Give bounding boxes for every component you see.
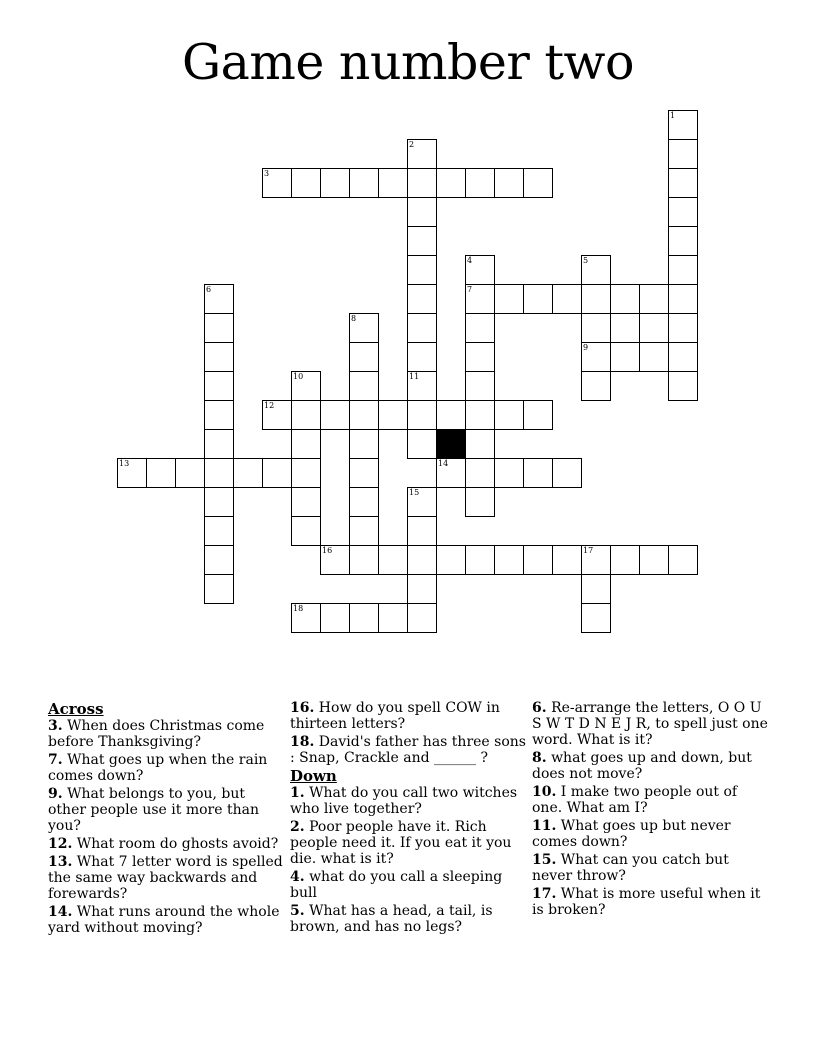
grid-cell[interactable] — [349, 371, 379, 401]
grid-cell[interactable] — [407, 313, 437, 343]
grid-cell[interactable] — [465, 545, 495, 575]
grid-cell[interactable] — [378, 603, 408, 633]
down-clue — [532, 852, 768, 884]
cell-number: 5 — [583, 256, 589, 265]
clue-text: Re-arrange the letters, O O U S W T D N E J R, to spell just one word. What is it? — [532, 700, 768, 748]
grid-cell[interactable] — [465, 371, 495, 401]
down-clue — [290, 903, 526, 935]
down-clue — [532, 818, 768, 850]
grid-cell[interactable] — [668, 284, 698, 314]
cell-number: 8 — [351, 314, 357, 323]
clue-text: what goes up and down, but does not move? — [532, 750, 752, 782]
grid-cell[interactable] — [407, 429, 437, 459]
cell-number: 13 — [119, 459, 130, 468]
cell-number: 16 — [322, 546, 333, 555]
grid-cell[interactable] — [639, 342, 669, 372]
grid-cell[interactable] — [407, 400, 437, 430]
grid-cell[interactable] — [349, 429, 379, 459]
grid-cell[interactable] — [552, 284, 582, 314]
grid-cell[interactable] — [291, 487, 321, 517]
grid-cell[interactable] — [262, 168, 292, 198]
cell-number: 1 — [670, 111, 676, 120]
cell-number: 15 — [409, 488, 420, 497]
grid-cell[interactable] — [407, 139, 437, 169]
clue-text: What room do ghosts avoid? — [72, 836, 279, 852]
cell-number: 18 — [293, 604, 304, 613]
clue-number: 18. — [290, 734, 315, 750]
cell-number: 17 — [583, 546, 594, 555]
across-clue — [48, 836, 284, 852]
grid-cell[interactable] — [291, 400, 321, 430]
cell-number: 10 — [293, 372, 304, 381]
grid-cell[interactable] — [668, 255, 698, 285]
grid-cell[interactable] — [349, 458, 379, 488]
grid-cell[interactable] — [291, 168, 321, 198]
grid-cell[interactable] — [668, 110, 698, 140]
clue-text: What belongs to you, but other people use it more than you? — [48, 786, 259, 834]
grid-cell[interactable] — [639, 545, 669, 575]
cell-number: 6 — [206, 285, 212, 294]
clue-number: 1. — [290, 785, 305, 801]
grid-cell[interactable] — [349, 487, 379, 517]
clue-text: When does Christmas come before Thanksgiving? — [48, 718, 265, 750]
grid-cell[interactable] — [436, 545, 466, 575]
grid-cell[interactable] — [291, 603, 321, 633]
grid-cell[interactable] — [668, 168, 698, 198]
grid-cell[interactable] — [204, 313, 234, 343]
grid-cell[interactable] — [523, 400, 553, 430]
grid-cell[interactable] — [668, 313, 698, 343]
down-clue — [532, 750, 768, 782]
clue-number: 15. — [532, 852, 557, 868]
clue-number: 9. — [48, 786, 63, 802]
clue-number: 12. — [48, 836, 73, 852]
grid-cell[interactable] — [204, 429, 234, 459]
clue-text: I make two people out of one. What am I? — [532, 784, 738, 816]
grid-cell[interactable] — [668, 139, 698, 169]
grid-cell[interactable] — [349, 603, 379, 633]
grid-cell[interactable] — [494, 284, 524, 314]
grid-cell[interactable] — [668, 226, 698, 256]
grid-cell[interactable] — [204, 545, 234, 575]
clue-number: 17. — [532, 886, 557, 902]
grid-cell[interactable] — [204, 574, 234, 604]
grid-cell[interactable] — [581, 371, 611, 401]
grid-cell[interactable] — [146, 458, 176, 488]
grid-cell[interactable] — [407, 516, 437, 546]
grid-cell[interactable] — [465, 255, 495, 285]
across-clue — [48, 786, 284, 834]
clue-number: 6. — [532, 700, 547, 716]
across-clue — [290, 700, 526, 732]
grid-cell[interactable] — [407, 603, 437, 633]
grid-cell[interactable] — [581, 603, 611, 633]
grid-cell[interactable] — [407, 284, 437, 314]
grid-cell[interactable] — [407, 197, 437, 227]
grid-cell[interactable] — [668, 197, 698, 227]
grid-cell[interactable] — [320, 545, 350, 575]
grid-cell[interactable] — [291, 458, 321, 488]
clue-number: 4. — [290, 869, 305, 885]
grid-cell[interactable] — [552, 545, 582, 575]
cell-number: 2 — [409, 140, 415, 149]
clue-number: 13. — [48, 854, 73, 870]
clue-text: What runs around the whole yard without moving? — [48, 904, 280, 936]
clues-column-2 — [290, 700, 526, 937]
grid-cell[interactable] — [639, 284, 669, 314]
grid-cell[interactable] — [668, 342, 698, 372]
clue-number: 16. — [290, 700, 315, 716]
grid-cell[interactable] — [349, 168, 379, 198]
grid-cell[interactable] — [465, 429, 495, 459]
clue-text: what do you call a sleeping bull — [290, 869, 503, 901]
clue-number: 10. — [532, 784, 557, 800]
down-clue — [532, 700, 768, 748]
cell-number: 9 — [583, 343, 589, 352]
clue-text: Poor people have it. Rich people need it. If you eat it you die. what is it? — [290, 819, 512, 867]
grid-cell[interactable] — [523, 458, 553, 488]
grid-cell[interactable] — [523, 284, 553, 314]
grid-cell[interactable] — [291, 516, 321, 546]
clue-number: 14. — [48, 904, 73, 920]
grid-cell[interactable] — [610, 545, 640, 575]
clue-text: What has a head, a tail, is brown, and has no legs? — [290, 903, 493, 935]
grid-cell[interactable] — [581, 255, 611, 285]
clue-number: 5. — [290, 903, 305, 919]
across-clue — [290, 734, 526, 766]
grid-cell[interactable] — [349, 400, 379, 430]
grid-cell[interactable] — [204, 371, 234, 401]
grid-cell[interactable] — [581, 545, 611, 575]
grid-cell[interactable] — [407, 342, 437, 372]
grid-cell[interactable] — [407, 168, 437, 198]
cell-number: 7 — [467, 285, 473, 294]
clue-text: What can you catch but never throw? — [532, 852, 729, 884]
clue-text: David's father has three sons : Snap, Crackle and ______ ? — [290, 734, 526, 766]
grid-cell[interactable] — [465, 400, 495, 430]
grid-cell[interactable] — [668, 545, 698, 575]
grid-cell[interactable] — [494, 545, 524, 575]
grid-cell[interactable] — [610, 313, 640, 343]
grid-cell[interactable] — [610, 342, 640, 372]
down-clue — [532, 784, 768, 816]
grid-cell[interactable] — [436, 168, 466, 198]
grid-cell[interactable] — [581, 313, 611, 343]
across-clue — [48, 718, 284, 750]
grid-cell[interactable] — [320, 400, 350, 430]
grid-cell[interactable] — [117, 458, 147, 488]
down-clue — [532, 886, 768, 918]
grid-cell[interactable] — [465, 313, 495, 343]
clue-text: What 7 letter word is spelled the same way backwards and forewards? — [48, 854, 283, 902]
grid-cell[interactable] — [465, 487, 495, 517]
grid-cell[interactable] — [668, 371, 698, 401]
grid-cell[interactable] — [523, 545, 553, 575]
clue-text: What goes up when the rain comes down? — [48, 752, 268, 784]
grid-cell[interactable] — [349, 313, 379, 343]
grid-cell[interactable] — [204, 458, 234, 488]
grid-cell[interactable] — [436, 458, 466, 488]
cell-number: 4 — [467, 256, 473, 265]
grid-cell[interactable] — [465, 284, 495, 314]
grid-cell[interactable] — [407, 226, 437, 256]
grid-cell[interactable] — [639, 313, 669, 343]
grid-cell[interactable] — [262, 400, 292, 430]
grid-cell[interactable] — [494, 458, 524, 488]
grid-cell[interactable] — [610, 284, 640, 314]
grid-cell[interactable] — [320, 168, 350, 198]
clue-text: What goes up but never comes down? — [532, 818, 731, 850]
grid-cell[interactable] — [407, 574, 437, 604]
grid-cell[interactable] — [465, 458, 495, 488]
grid-cell[interactable] — [494, 168, 524, 198]
grid-cell[interactable] — [436, 400, 466, 430]
grid-cell[interactable] — [204, 487, 234, 517]
grid-cell[interactable] — [349, 516, 379, 546]
grid-cell[interactable] — [523, 168, 553, 198]
cell-number: 11 — [409, 372, 420, 381]
across-clue — [48, 904, 284, 936]
grid-cell[interactable] — [349, 545, 379, 575]
cell-number: 3 — [264, 169, 270, 178]
across-heading: Across — [48, 700, 104, 718]
across-clue — [48, 752, 284, 784]
grid-cell[interactable] — [407, 255, 437, 285]
clue-text: What is more useful when it is broken? — [532, 886, 761, 918]
grid-cell[interactable] — [407, 487, 437, 517]
clue-number: 3. — [48, 718, 63, 734]
clue-text: How do you spell COW in thirteen letters? — [290, 700, 500, 732]
grid-cell[interactable] — [233, 458, 263, 488]
grid-cell[interactable] — [378, 400, 408, 430]
clues-column-3 — [532, 700, 768, 920]
grid-cell[interactable] — [262, 458, 292, 488]
grid-cell[interactable] — [581, 284, 611, 314]
grid-cell[interactable] — [175, 458, 205, 488]
grid-cell[interactable] — [407, 371, 437, 401]
grid-cell[interactable] — [465, 342, 495, 372]
down-clue — [290, 819, 526, 867]
cell-number: 12 — [264, 401, 275, 410]
down-clue — [290, 869, 526, 901]
cell-number: 14 — [438, 459, 449, 468]
clue-number: 7. — [48, 752, 63, 768]
grid-cell[interactable] — [291, 371, 321, 401]
grid-cell[interactable] — [378, 168, 408, 198]
grid-cell[interactable] — [349, 342, 379, 372]
grid-cell[interactable] — [291, 429, 321, 459]
clue-number: 11. — [532, 818, 557, 834]
black-square — [436, 429, 466, 459]
grid-cell[interactable] — [581, 574, 611, 604]
grid-cell[interactable] — [204, 400, 234, 430]
clue-number: 8. — [532, 750, 547, 766]
clue-number: 2. — [290, 819, 305, 835]
clues-column-1 — [48, 700, 284, 938]
grid-cell[interactable] — [204, 284, 234, 314]
grid-cell[interactable] — [581, 342, 611, 372]
grid-cell[interactable] — [552, 458, 582, 488]
down-clue — [290, 785, 526, 817]
clue-text: What do you call two witches who live together? — [290, 785, 518, 817]
grid-cell[interactable] — [494, 400, 524, 430]
grid-cell[interactable] — [465, 168, 495, 198]
grid-cell[interactable] — [378, 545, 408, 575]
grid-cell[interactable] — [320, 603, 350, 633]
down-heading: Down — [290, 767, 337, 785]
across-clue — [48, 854, 284, 902]
page-title: Game number two — [182, 34, 634, 91]
grid-cell[interactable] — [204, 342, 234, 372]
grid-cell[interactable] — [204, 516, 234, 546]
grid-cell[interactable] — [407, 545, 437, 575]
